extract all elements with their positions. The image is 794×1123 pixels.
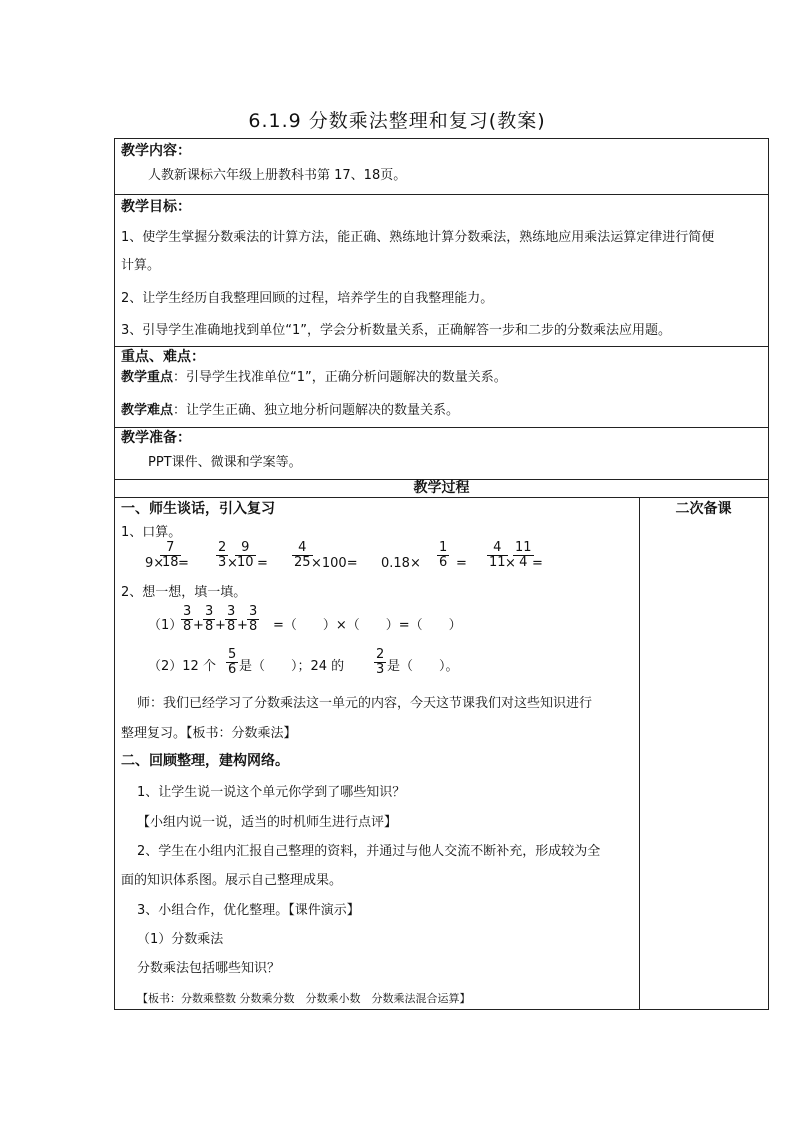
row-divider bbox=[115, 194, 768, 195]
denominator: 8 bbox=[227, 619, 236, 634]
key-point-label: 教学重点 bbox=[121, 370, 174, 385]
numerator: 3 bbox=[249, 604, 258, 619]
question-2-end: 是（ ）。 bbox=[387, 659, 459, 674]
key-point-text: ：引导学生找准单位“1”，正确分析问题解决的数量关系。 bbox=[173, 370, 507, 385]
goal-2: 2、让学生经历自我整理回顾的过程，培养学生的自我整理能力。 bbox=[121, 291, 494, 306]
denominator: 6 bbox=[228, 662, 237, 677]
q2-fraction-b bbox=[374, 648, 386, 677]
teacher-remark-cont: 整理复习。【板书：分数乘法】 bbox=[121, 726, 297, 741]
denominator: 3 bbox=[218, 555, 227, 570]
expr-5-operator: × bbox=[505, 556, 516, 571]
numerator: 9 bbox=[235, 541, 256, 556]
q1-fraction bbox=[247, 605, 259, 634]
row-divider bbox=[115, 497, 768, 498]
row-divider bbox=[115, 346, 768, 347]
numerator: 4 bbox=[292, 541, 313, 556]
think-fill-label: 2、想一想，填一填。 bbox=[121, 585, 247, 600]
expr-2-fraction-b bbox=[235, 541, 256, 570]
numerator: 5 bbox=[228, 647, 237, 662]
goal-1: 1、使学生掌握分数乘法的计算方法，能正确、熟练地计算分数乘法，熟练地应用乘法运算定律进行简便 bbox=[121, 230, 715, 245]
numerator: 3 bbox=[183, 604, 192, 619]
review-step-3-sub: （1）分数乘法 bbox=[137, 932, 224, 947]
revision-column-heading: 二次备课 bbox=[675, 501, 732, 517]
expr-2-equals: = bbox=[257, 556, 268, 571]
expr-1-equals: = bbox=[178, 556, 189, 571]
review-step-2: 2、学生在小组内汇报自己整理的资料，并通过与他人交流不断补充，形成较为全 bbox=[137, 844, 601, 859]
numerator: 7 bbox=[160, 541, 181, 556]
plus-sign: + bbox=[215, 618, 226, 633]
question-2-middle: 是（ ）；24 的 bbox=[239, 659, 345, 674]
oral-calc-label: 1、口算。 bbox=[121, 525, 182, 540]
lesson-plan-table bbox=[114, 138, 769, 1010]
question-2-start: （2）12 个 bbox=[148, 659, 216, 674]
review-step-3: 3、小组合作，优化整理。【课件演示】 bbox=[137, 903, 360, 918]
goals-heading: 教学目标： bbox=[121, 199, 191, 215]
process-heading: 教学过程 bbox=[413, 480, 470, 496]
page-title: 6.1.9 分数乘法整理和复习(教案) bbox=[248, 110, 546, 132]
expr-3-fraction bbox=[292, 541, 313, 570]
review-step-1: 1、让学生说一说这个单元你学到了哪些知识？ bbox=[137, 785, 406, 800]
content-heading: 教学内容： bbox=[121, 143, 191, 159]
denominator: 8 bbox=[249, 619, 258, 634]
expr-4-fraction bbox=[437, 541, 449, 570]
numerator: 3 bbox=[227, 604, 236, 619]
denominator: 4 bbox=[519, 555, 528, 570]
prep-text: PPT课件、微课和学案等。 bbox=[148, 455, 302, 470]
expr-5-fraction-b bbox=[513, 541, 534, 570]
numerator: 11 bbox=[515, 540, 532, 555]
denominator: 18 bbox=[162, 555, 179, 570]
review-step-2-cont: 面的知识体系图。展示自己整理成果。 bbox=[121, 873, 343, 888]
numerator: 2 bbox=[376, 647, 385, 662]
review-step-1-note: 【小组内说一说，适当的时机师生进行点评】 bbox=[137, 815, 398, 830]
q1-fraction bbox=[203, 605, 215, 634]
key-heading: 重点、难点： bbox=[121, 349, 205, 365]
expr-2-operator: × bbox=[227, 556, 238, 571]
content-text: 人教新课标六年级上册教科书第 17、18页。 bbox=[148, 168, 407, 183]
prep-heading: 教学准备： bbox=[121, 430, 191, 446]
q1-fraction bbox=[225, 605, 237, 634]
plus-sign: + bbox=[193, 618, 204, 633]
board-note: 【板书：分数乘整数 分数乘分数 分数乘小数 分数乘法混合运算】 bbox=[137, 992, 471, 1005]
row-divider bbox=[115, 427, 768, 428]
denominator: 8 bbox=[183, 619, 192, 634]
goal-3: 3、引导学生准确地找到单位“1”，学会分析数量关系，正确解答一步和二步的分数乘法应用题。 bbox=[121, 323, 672, 338]
key-point bbox=[121, 370, 507, 386]
denominator: 3 bbox=[376, 662, 385, 677]
teacher-remark: 师：我们已经学习了分数乘法这一单元的内容，今天这节课我们对这些知识进行 bbox=[137, 696, 593, 711]
q2-fraction-a bbox=[226, 648, 238, 677]
expr-5-equals: = bbox=[532, 556, 543, 571]
q1-fraction bbox=[181, 605, 193, 634]
numerator: 1 bbox=[439, 540, 448, 555]
plus-sign: + bbox=[237, 618, 248, 633]
numerator: 2 bbox=[218, 540, 227, 555]
section-1-title: 一、师生谈话，引入复习 bbox=[121, 501, 275, 517]
expr-3-rest: ×100= bbox=[311, 556, 358, 571]
denominator: 10 bbox=[237, 555, 254, 570]
question-1-blanks: =（ ）×（ ）=（ ） bbox=[273, 618, 462, 633]
expr-4-equals: = bbox=[456, 556, 467, 571]
denominator: 11 bbox=[489, 555, 506, 570]
denominator: 8 bbox=[205, 619, 214, 634]
expr-4-prefix: 0.18× bbox=[381, 556, 421, 571]
denominator: 6 bbox=[439, 555, 448, 570]
difficult-point-label: 教学难点 bbox=[121, 403, 174, 418]
review-question: 分数乘法包括哪些知识？ bbox=[137, 961, 281, 976]
difficult-point-text: ：让学生正确、独立地分析问题解决的数量关系。 bbox=[173, 403, 460, 418]
denominator: 25 bbox=[294, 555, 311, 570]
expr-1-prefix: 9× bbox=[145, 556, 165, 571]
section-2-title: 二、回顾整理，建构网络。 bbox=[121, 753, 289, 769]
difficult-point bbox=[121, 403, 459, 419]
numerator: 3 bbox=[205, 604, 214, 619]
column-divider bbox=[639, 497, 640, 1009]
numerator: 4 bbox=[487, 541, 508, 556]
question-1-prefix: （1） bbox=[148, 618, 183, 633]
goal-1-cont: 计算。 bbox=[121, 258, 161, 273]
